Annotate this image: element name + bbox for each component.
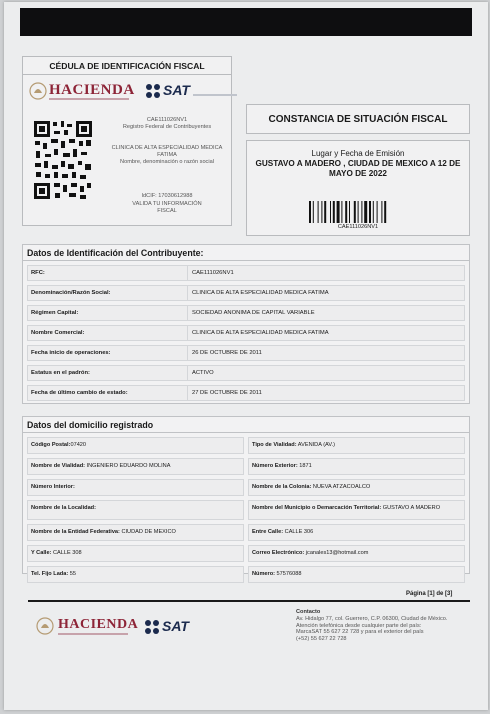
domicilio-label: Nombre del Municipio o Demarcación Territorial:: [252, 505, 382, 511]
domicilio-cell: [248, 524, 465, 541]
ident-row: [27, 285, 465, 301]
domicilio-label: Correo Electrónico:: [252, 550, 305, 556]
ident-value: ACTIVO: [192, 370, 214, 376]
ident-row: [27, 365, 465, 381]
domicilio-label: Número Exterior:: [252, 463, 298, 469]
ident-label: RFC:: [28, 266, 188, 280]
sat-dots-icon: [144, 619, 160, 635]
domicilio-cell: [27, 545, 244, 562]
domicilio-label: Nombre de Vialidad:: [31, 463, 85, 469]
ident-value: CLINICA DE ALTA ESPECIALIDAD MEDICA FATIMA: [192, 330, 329, 336]
ident-value: CLINICA DE ALTA ESPECIALIDAD MEDICA FATIMA: [192, 290, 329, 296]
domicilio-row: [27, 437, 465, 454]
ident-value: 27 DE OCTUBRE DE 2011: [192, 390, 262, 396]
domicilio-label: Número Interior:: [31, 484, 75, 490]
cedula-registro-label: Registro Federal de Contribuyentes: [122, 124, 212, 130]
ident-value: CAE111026NV1: [192, 270, 234, 276]
lugar-label: Lugar y Fecha de Emisión: [311, 149, 405, 158]
domicilio-value: 57576088: [275, 571, 302, 577]
domicilio-value: 07420: [70, 442, 87, 448]
domicilio-value: AVENIDA (AV.): [296, 442, 336, 448]
domicilio-cell: [27, 566, 244, 583]
contact-title: Contacto: [296, 609, 321, 615]
redaction-bar: [20, 8, 472, 36]
domicilio-cell: [248, 437, 465, 454]
domicilio-label: Código Postal:: [31, 442, 71, 448]
domicilio-value: INGENIERO EDUARDO MOLINA: [84, 463, 171, 469]
hacienda-logo-text: HACIENDA: [49, 82, 135, 98]
domicilio-section: [22, 416, 470, 577]
domicilio-label: Y Calle:: [31, 550, 52, 556]
domicilio-cell: [27, 500, 244, 520]
domicilio-value: CIUDAD DE MEXICO: [119, 529, 176, 535]
lugar-fecha-box: [246, 140, 470, 236]
domicilio-cell: [248, 500, 465, 520]
identificacion-section: [22, 244, 470, 404]
contact-block: [296, 609, 472, 643]
domicilio-cell: [27, 458, 244, 475]
domicilio-row: [27, 458, 465, 475]
sat-logo-text: SAT: [163, 82, 190, 98]
domicilio-cell: [248, 566, 465, 583]
cedula-nombre: CLINICA DE ALTA ESPECIALIDAD MEDICA FATIMA: [111, 145, 223, 158]
domicilio-value: CALLE 306: [283, 529, 314, 535]
domicilio-value: 55: [68, 571, 76, 577]
footer-divider: [28, 600, 470, 602]
domicilio-label: Número:: [252, 571, 275, 577]
domicilio-value: 1871: [297, 463, 312, 469]
contact-line: Av. Hidalgo 77, col. Guerrero, C.P. 06300, Ciudad de México.: [296, 615, 448, 622]
footer-hacienda-subline: [58, 633, 128, 635]
identificacion-title: Datos de Identificación del Contribuyente:: [23, 245, 469, 261]
cedula-rfc: CAE111026NV1: [146, 117, 188, 123]
sat-logo: [145, 82, 205, 102]
ident-value: 26 DE OCTUBRE DE 2011: [192, 350, 262, 356]
page-number: Página [1] de [3]: [406, 591, 453, 597]
mexico-crest-icon: [36, 616, 54, 636]
domicilio-cell: [248, 479, 465, 496]
domicilio-cell: [248, 458, 465, 475]
domicilio-row: [27, 545, 465, 562]
ident-label: Régimen Capital:: [28, 306, 188, 320]
ident-row: [27, 265, 465, 281]
header-logos: [29, 81, 225, 103]
lugar-value: GUSTAVO A MADERO , CIUDAD DE MEXICO A 12 DE MAYO DE 2022: [255, 159, 461, 178]
domicilio-row: [27, 566, 465, 583]
domicilio-cell: [248, 545, 465, 562]
domicilio-label: Nombre de la Localidad:: [31, 505, 96, 511]
domicilio-title: Datos del domicilio registrado: [23, 417, 469, 433]
contact-line: MarcaSAT 55 627 22 728 y para el exterior del país: [296, 629, 424, 636]
constancia-title: CONSTANCIA DE SITUACIÓN FISCAL: [246, 104, 470, 134]
domicilio-value: GUSTAVO A MADERO: [381, 505, 441, 511]
mexico-crest-icon: [29, 81, 47, 101]
barcode-text: CAE111026NV1: [337, 224, 379, 230]
footer-hacienda-text: HACIENDA: [58, 617, 139, 632]
cedula-card: [22, 56, 232, 226]
footer-logos: [36, 614, 216, 640]
domicilio-label: Tipo de Vialidad:: [252, 442, 297, 448]
ident-label: Estatus en el padrón:: [28, 366, 188, 380]
ident-label: Nombre Comercial:: [28, 326, 188, 340]
footer-sat-text: SAT: [162, 618, 189, 634]
hacienda-subline: [49, 98, 129, 100]
domicilio-label: Tel. Fijo Lada:: [31, 571, 69, 577]
domicilio-label: Entre Calle:: [252, 529, 284, 535]
domicilio-value: jcanales13@hotmail.com: [304, 550, 369, 556]
cedula-idcif: IdCIF: 17030612988: [141, 193, 193, 199]
ident-label: Denominación/Razón Social:: [28, 286, 188, 300]
footer-sat-logo: [144, 618, 204, 638]
barcode-icon: [309, 201, 405, 223]
domicilio-value: CALLE 308: [51, 550, 82, 556]
domicilio-cell: [27, 479, 244, 496]
cedula-valida: VALIDA TU INFORMACIÓN FISCAL: [132, 201, 202, 214]
domicilio-row: [27, 479, 465, 496]
contact-line: Atención telefónica desde cualquier parte del país:: [296, 622, 422, 629]
contact-line: (+52) 55 627 22 728: [296, 636, 347, 643]
ident-row: [27, 345, 465, 361]
ident-label: Fecha de último cambio de estado:: [28, 386, 188, 400]
domicilio-cell: [27, 437, 244, 454]
domicilio-row: [27, 500, 465, 520]
ident-row: [27, 305, 465, 321]
sat-subline: [193, 94, 237, 96]
domicilio-label: Nombre de la Entidad Federativa:: [31, 529, 120, 535]
ident-row: [27, 385, 465, 401]
domicilio-label: Nombre de la Colonia:: [252, 484, 312, 490]
domicilio-cell: [27, 524, 244, 541]
domicilio-row: [27, 524, 465, 541]
ident-label: Fecha inicio de operaciones:: [28, 346, 188, 360]
sat-dots-icon: [145, 83, 161, 99]
qr-code-icon: [33, 119, 93, 201]
domicilio-value: NUEVA ATZACOALCO: [311, 484, 371, 490]
ident-row: [27, 325, 465, 341]
ident-value: SOCIEDAD ANONIMA DE CAPITAL VARIABLE: [192, 310, 315, 316]
cedula-nombre-label: Nombre, denominación o razón social: [120, 159, 214, 165]
cedula-title: CÉDULA DE IDENTIFICACIÓN FISCAL: [23, 57, 231, 75]
